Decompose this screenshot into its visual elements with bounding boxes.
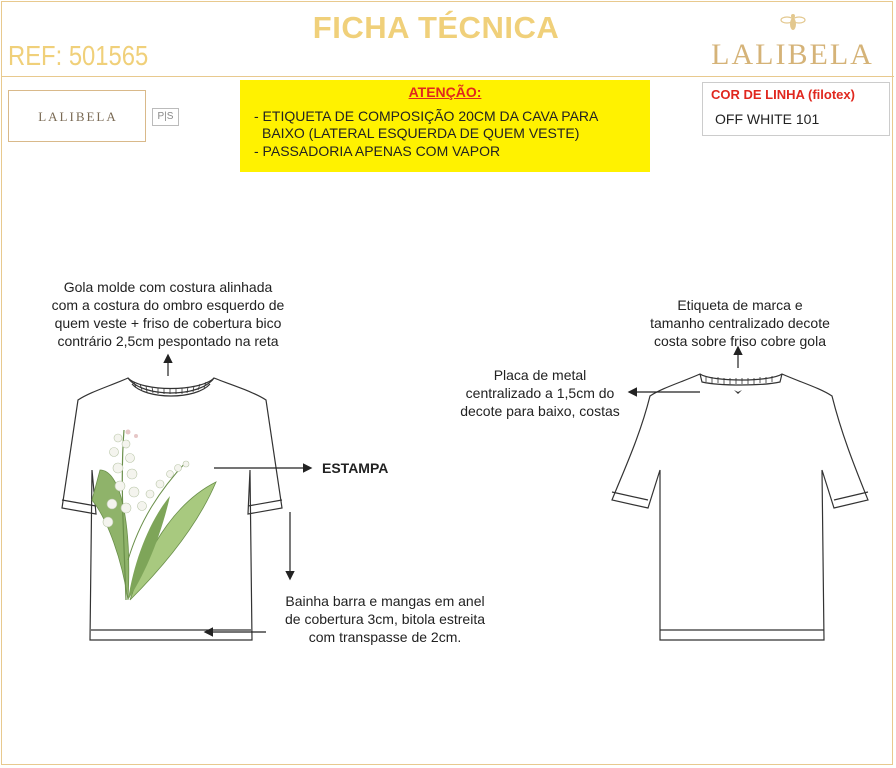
- label-note-line: Etiqueta de marca e: [677, 297, 803, 313]
- attention-line: - ETIQUETA DE COMPOSIÇÃO 20CM DA CAVA PARA: [254, 108, 599, 124]
- attention-line: - PASSADORIA APENAS COM VAPOR: [254, 143, 501, 159]
- label-logo-text: LALIBELA: [38, 109, 118, 124]
- size-mark: P|S: [152, 108, 179, 126]
- hem-note-line: com transpasse de 2cm.: [308, 629, 462, 645]
- hem-note: [266, 592, 504, 646]
- plate-note-line: Placa de metal: [493, 367, 587, 383]
- attention-title: ATENÇÃO:: [408, 84, 482, 100]
- plate-note-line: decote para baixo, costas: [460, 403, 620, 419]
- brand-logo: LALIBELA: [711, 38, 874, 71]
- plate-note-line: centralizado a 1,5cm do: [465, 385, 615, 401]
- collar-note-line: Gola molde com costura alinhada: [63, 279, 273, 295]
- label-note: [630, 296, 850, 350]
- reference-number: REF: 501565: [8, 40, 149, 71]
- collar-note-line: quem veste + friso de cobertura bico: [54, 315, 282, 331]
- hem-note-line: de cobertura 3cm, bitola estreita: [285, 611, 485, 627]
- plate-note: [440, 366, 640, 420]
- thread-color-value: OFF WHITE 101: [715, 111, 820, 127]
- collar-note-line: com a costura do ombro esquerdo de: [51, 297, 285, 313]
- collar-note-line: contrário 2,5cm pespontado na reta: [57, 333, 279, 349]
- hem-note-line: Bainha barra e mangas em anel: [285, 593, 485, 609]
- print-label: ESTAMPA: [322, 460, 389, 476]
- collar-note: [30, 278, 306, 350]
- label-note-line: tamanho centralizado decote: [650, 315, 830, 331]
- front-tshirt: [62, 378, 282, 640]
- thread-color-title: COR DE LINHA (filotex): [711, 87, 855, 102]
- page-title: FICHA TÉCNICA: [312, 10, 560, 45]
- attention-line: BAIXO (LATERAL ESQUERDA DE QUEM VESTE): [262, 125, 580, 141]
- label-note-line: costa sobre friso cobre gola: [654, 333, 826, 349]
- back-tshirt: [612, 374, 868, 640]
